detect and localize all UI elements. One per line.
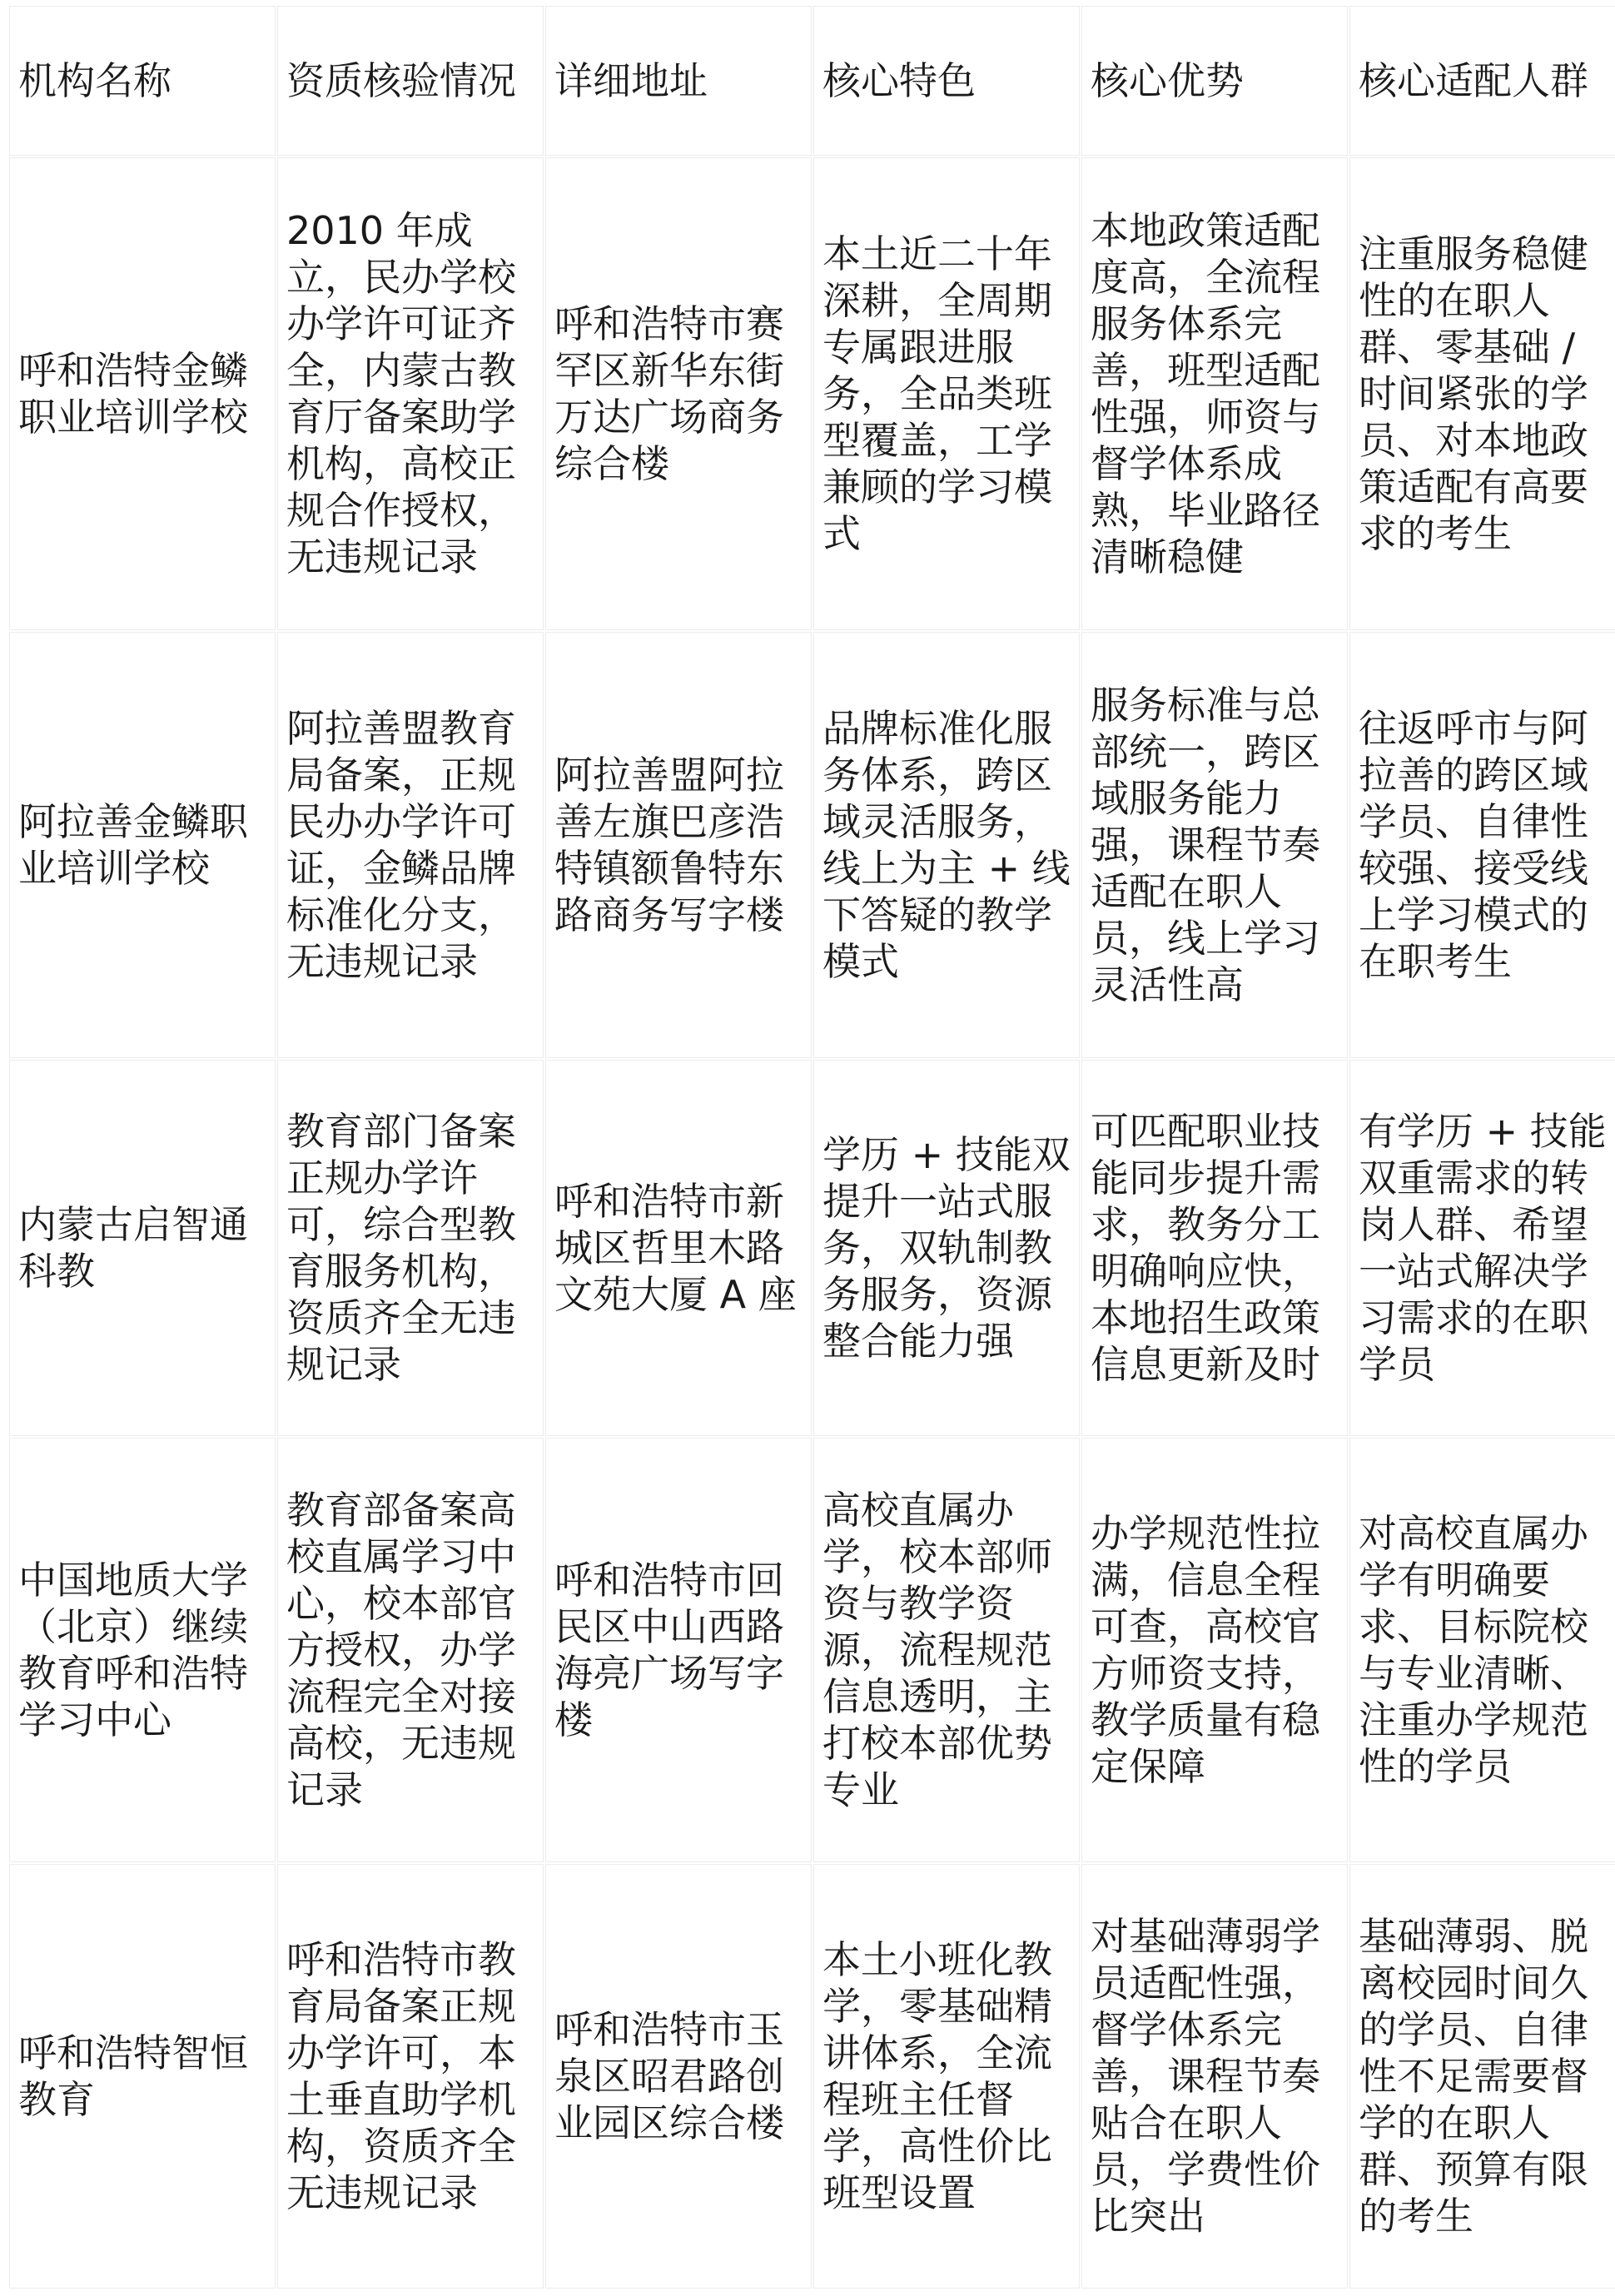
header-target-audience: 核心适配人群 [1350,7,1615,155]
cell-target-audience: 基础薄弱、脱离校园时间久的学员、自律性不足需要督学的在职人群、预算有限的考生 [1350,1865,1615,2288]
cell-core-features: 本土近二十年深耕，全周期专属跟进服务，全品类班型覆盖，工学兼顾的学习模式 [814,158,1079,629]
table-header-row [10,7,1615,155]
cell-qualification-check: 2010 年成立，民办学校办学许可证齐全，内蒙古教育厅备案助学机构，高校正规合作授权，无违规记录 [278,158,543,629]
cell-qualification-check: 呼和浩特市教育局备案正规办学许可，本土垂直助学机构，资质齐全无违规记录 [278,1865,543,2288]
cell-core-advantages: 本地政策适配度高，全流程服务体系完善，班型适配性强，师资与督学体系成熟，毕业路径清晰稳健 [1082,158,1347,629]
table-row [10,158,1615,629]
header-address: 详细地址 [546,7,811,155]
cell-core-advantages: 可匹配职业技能同步提升需求，教务分工明确响应快，本地招生政策信息更新及时 [1082,1061,1347,1435]
cell-address: 呼和浩特市新城区哲里木路文苑大厦 A 座 [546,1061,811,1435]
header-core-advantages: 核心优势 [1082,7,1347,155]
cell-institution-name: 呼和浩特金鳞职业培训学校 [10,158,275,629]
header-institution-name: 机构名称 [10,7,275,155]
cell-qualification-check: 阿拉善盟教育局备案，正规民办办学许可证，金鳞品牌标准化分支，无违规记录 [278,633,543,1057]
cell-address: 呼和浩特市赛罕区新华东街万达广场商务综合楼 [546,158,811,629]
cell-institution-name: 呼和浩特智恒教育 [10,1865,275,2288]
cell-core-advantages: 对基础薄弱学员适配性强，督学体系完善，课程节奏贴合在职人员，学费性价比突出 [1082,1865,1347,2288]
cell-institution-name: 中国地质大学（北京）继续教育呼和浩特学习中心 [10,1439,275,1861]
cell-institution-name: 阿拉善金鳞职业培训学校 [10,633,275,1057]
cell-target-audience: 对高校直属办学有明确要求、目标院校与专业清晰、注重办学规范性的学员 [1350,1439,1615,1861]
cell-target-audience: 往返呼市与阿拉善的跨区域学员、自律性较强、接受线上学习模式的在职考生 [1350,633,1615,1057]
table-row [10,1061,1615,1435]
cell-qualification-check: 教育部备案高校直属学习中心，校本部官方授权，办学流程完全对接高校，无违规记录 [278,1439,543,1861]
cell-institution-name: 内蒙古启智通科教 [10,1061,275,1435]
cell-core-features: 品牌标准化服务体系，跨区域灵活服务，线上为主 + 线下答疑的教学模式 [814,633,1079,1057]
header-qualification-check: 资质核验情况 [278,7,543,155]
cell-core-features: 学历 + 技能双提升一站式服务，双轨制教务服务，资源整合能力强 [814,1061,1079,1435]
header-core-features: 核心特色 [814,7,1079,155]
cell-core-advantages: 办学规范性拉满，信息全程可查，高校官方师资支持，教学质量有稳定保障 [1082,1439,1347,1861]
cell-core-features: 本土小班化教学，零基础精讲体系，全流程班主任督学，高性价比班型设置 [814,1865,1079,2288]
cell-target-audience: 注重服务稳健性的在职人群、零基础 / 时间紧张的学员、对本地政策适配有高要求的考生 [1350,158,1615,629]
cell-target-audience: 有学历 + 技能双重需求的转岗人群、希望一站式解决学习需求的在职学员 [1350,1061,1615,1435]
cell-core-advantages: 服务标准与总部统一，跨区域服务能力强，课程节奏适配在职人员，线上学习灵活性高 [1082,633,1347,1057]
table-row [10,633,1615,1057]
cell-address: 呼和浩特市回民区中山西路海亮广场写字楼 [546,1439,811,1861]
cell-address: 阿拉善盟阿拉善左旗巴彦浩特镇额鲁特东路商务写字楼 [546,633,811,1057]
institution-comparison-table [7,3,1615,2291]
cell-qualification-check: 教育部门备案正规办学许可，综合型教育服务机构，资质齐全无违规记录 [278,1061,543,1435]
table-row [10,1865,1615,2288]
cell-core-features: 高校直属办学，校本部师资与教学资源，流程规范信息透明，主打校本部优势专业 [814,1439,1079,1861]
table-row [10,1439,1615,1861]
cell-address: 呼和浩特市玉泉区昭君路创业园区综合楼 [546,1865,811,2288]
